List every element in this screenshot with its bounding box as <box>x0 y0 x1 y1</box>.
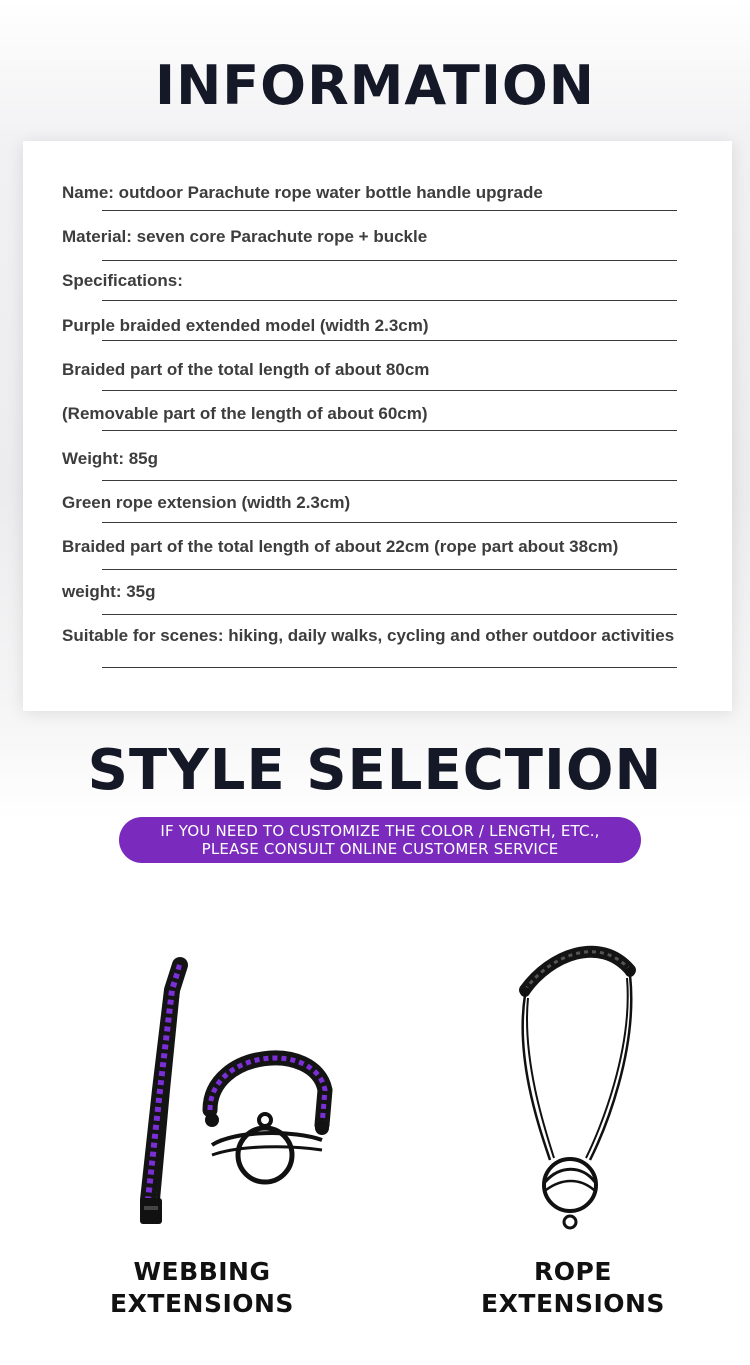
spec-divider <box>102 522 677 523</box>
label-line-2: EXTENSIONS <box>110 1289 294 1318</box>
rope-extension-image <box>470 920 670 1240</box>
spec-divider <box>102 260 677 261</box>
notice-line-1: IF YOU NEED TO CUSTOMIZE THE COLOR / LENGTH, ETC., <box>160 822 600 840</box>
spec-purple-model: Purple braided extended model (width 2.3cm) <box>62 316 429 335</box>
spec-divider <box>102 390 677 391</box>
notice-line-2: PLEASE CONSULT ONLINE CUSTOMER SERVICE <box>201 840 559 858</box>
rope-extension-card[interactable] <box>470 920 670 1240</box>
information-title: INFORMATION <box>154 54 596 117</box>
webbing-extension-label <box>52 1256 352 1320</box>
spec-green-weight: weight: 35g <box>62 582 156 601</box>
spec-green-model: Green rope extension (width 2.3cm) <box>62 493 351 512</box>
spec-divider <box>102 430 677 431</box>
webbing-extension-card[interactable] <box>100 950 360 1240</box>
label-line-1: ROPE <box>534 1257 612 1286</box>
spec-divider <box>102 300 677 301</box>
spec-specifications: Specifications: <box>62 271 183 290</box>
rope-extension-label <box>423 1256 723 1320</box>
label-line-1: WEBBING <box>133 1257 271 1286</box>
spec-divider <box>102 569 677 570</box>
spec-material: Material: seven core Parachute rope + buckle <box>62 227 428 246</box>
spec-purple-weight: Weight: 85g <box>62 449 159 468</box>
spec-divider <box>102 210 677 211</box>
spec-divider <box>102 667 677 668</box>
spec-suitable-scenes: Suitable for scenes: hiking, daily walks, cycling and other outdoor activities <box>62 626 675 645</box>
customization-notice <box>119 817 641 863</box>
label-line-2: EXTENSIONS <box>481 1289 665 1318</box>
style-selection-title: STYLE SELECTION <box>87 738 663 803</box>
spec-divider <box>102 340 677 341</box>
webbing-extension-image <box>100 950 360 1240</box>
specification-card <box>23 141 732 711</box>
spec-purple-length: Braided part of the total length of about 80cm <box>62 360 430 379</box>
spec-name: Name: outdoor Parachute rope water bottle handle upgrade <box>62 183 543 202</box>
spec-removable-length: (Removable part of the length of about 60cm) <box>62 404 428 423</box>
spec-divider <box>102 480 677 481</box>
spec-divider <box>102 614 677 615</box>
spec-green-length: Braided part of the total length of about 22cm (rope part about 38cm) <box>62 537 619 556</box>
